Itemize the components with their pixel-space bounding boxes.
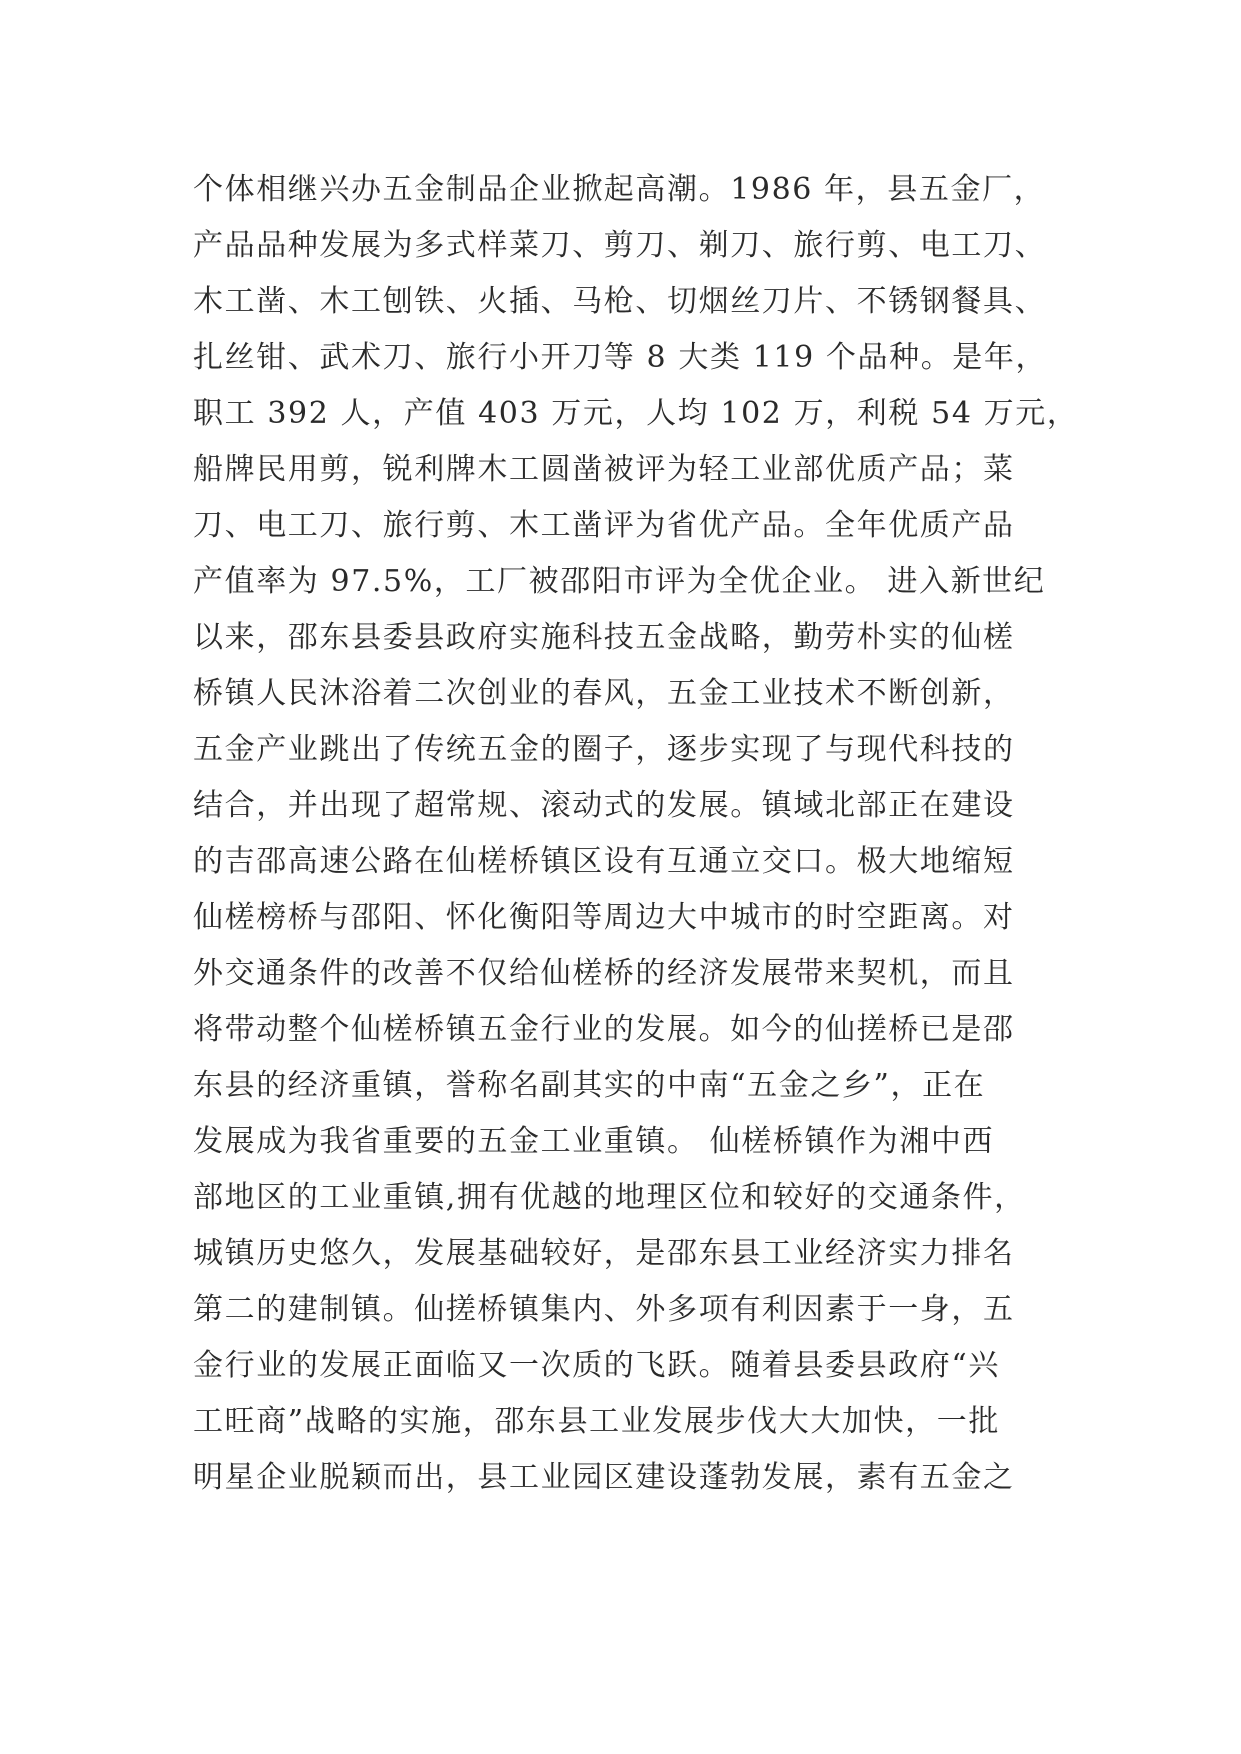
text-line-3: 木工凿、木工刨铁、火插、马枪、切烟丝刀片、不锈钢餐具、 [193,284,1047,319]
text-line-24: 明星企业脱颖而出，县工业园区建设蓬勃发展，素有五金之 [193,1460,1015,1495]
body-text [193,162,1079,1506]
text-line-19: 部地区的工业重镇,拥有优越的地理区位和较好的交通条件， [193,1180,1026,1215]
text-line-7: 刀、电工刀、旅行剪、木工凿评为省优产品。全年优质产品 [193,508,1015,543]
text-line-2: 产品品种发展为多式样菜刀、剪刀、剃刀、旅行剪、电工刀、 [193,228,1047,263]
text-line-18: 发展成为我省重要的五金工业重镇。 仙槎桥镇作为湘中西 [193,1124,995,1159]
text-line-15: 外交通条件的改善不仅给仙槎桥的经济发展带来契机，而且 [193,956,1015,991]
text-line-21: 第二的建制镇。仙搓桥镇集内、外多项有利因素于一身，五 [193,1292,1015,1327]
text-line-10: 桥镇人民沐浴着二次创业的春风，五金工业技术不断创新， [193,676,1015,711]
text-line-12: 结合，并出现了超常规、滚动式的发展。镇域北部正在建设 [193,788,1015,823]
text-line-20: 城镇历史悠久，发展基础较好，是邵东县工业经济实力排名 [193,1236,1015,1271]
text-line-14: 仙槎榜桥与邵阳、怀化衡阳等周边大中城市的时空距离。对 [193,900,1015,935]
text-line-16: 将带动整个仙槎桥镇五金行业的发展。如今的仙搓桥已是邵 [193,1012,1015,1047]
text-line-6: 船牌民用剪，锐利牌木工圆凿被评为轻工业部优质产品；菜 [193,452,1015,487]
text-line-4: 扎丝钳、武术刀、旅行小开刀等 8 大类 119 个品种。是年， [193,340,1048,375]
text-line-11: 五金产业跳出了传统五金的圈子，逐步实现了与现代科技的 [193,732,1015,767]
text-line-17: 东县的经济重镇，誉称名副其实的中南“五金之乡”，正在 [193,1068,986,1103]
text-line-8: 产值率为 97.5%，工厂被邵阳市评为全优企业。 进入新世纪 [193,564,1046,599]
text-line-23: 工旺商”战略的实施，邵东县工业发展步伐大大加快，一批 [193,1404,1000,1439]
text-line-22: 金行业的发展正面临又一次质的飞跃。随着县委县政府“兴 [193,1348,1000,1383]
text-line-5: 职工 392 人，产值 403 万元，人均 102 万，利税 54 万元， [193,396,1079,431]
text-line-13: 的吉邵高速公路在仙槎桥镇区设有互通立交口。极大地缩短 [193,844,1015,879]
text-line-9: 以来，邵东县委县政府实施科技五金战略，勤劳朴实的仙槎 [193,620,1015,655]
text-line-1: 个体相继兴办五金制品企业掀起高潮。1986 年，县五金厂， [193,172,1046,207]
